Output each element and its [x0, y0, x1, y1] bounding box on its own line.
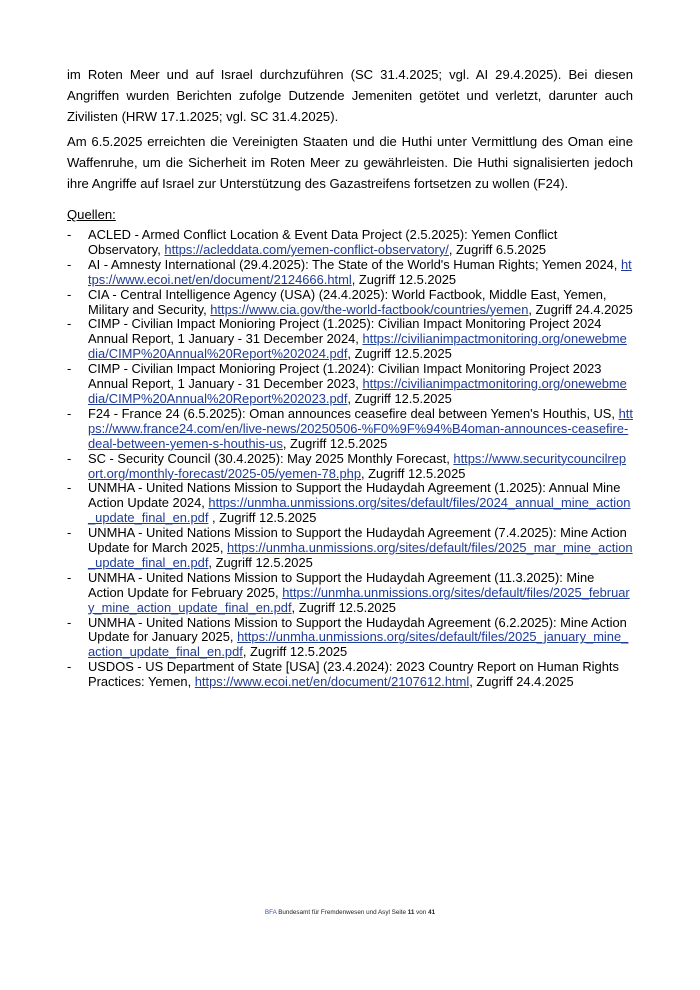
source-text: SC - Security Council (30.4.2025): May 2025 Monthly Forecast, — [88, 450, 454, 466]
source-text: F24 - France 24 (6.5.2025): Oman announces ceasefire deal between Yemen's Houthis, US, — [88, 405, 619, 421]
source-access-date: , Zugriff 12.5.2025 — [347, 346, 452, 362]
source-link[interactable]: https://civilianimpactmonitoring.org/onewebmedia/CIMP%20Annual%20Report%202024.pdf — [88, 331, 627, 362]
source-link[interactable]: https://civilianimpactmonitoring.org/onewebmedia/CIMP%20Annual%20Report%202023.pdf — [88, 376, 627, 406]
sources-heading: Quellen: — [67, 207, 116, 222]
footer-page-of: von — [416, 909, 427, 916]
source-item — [67, 258, 633, 288]
source-link[interactable]: https://www.ecoi.net/en/document/2124666.html — [88, 256, 632, 287]
body-paragraph-2: Am 6.5.2025 erreichten die Vereinigten Staaten und die Huthi unter Vermittlung des Oman eine Waffenruhe, um die Sicherheit im Roten Meer zu gewährleisten. Die Huthi signalisierten jedoch ihre Angriffe auf Israel zur Unterstützung des Gazastreifens fortsetzen zu wollen (F24). — [67, 134, 633, 191]
sources-list — [67, 228, 633, 690]
source-text: CIA - Central Intelligence Agency (USA) (24.4.2025): World Factbook, Middle East, Yemen, Military and Security, — [88, 286, 607, 317]
source-item — [67, 571, 633, 616]
source-text: UNMHA - United Nations Mission to Support the Hudaydah Agreement (7.4.2025): Mine Action Update for March 2025, — [88, 525, 627, 556]
source-item — [67, 407, 633, 452]
source-access-date: , Zugriff 6.5.2025 — [448, 241, 547, 257]
source-item — [67, 288, 633, 318]
footer-page-total: 41 — [428, 909, 436, 916]
source-link[interactable]: https://unmha.unmissions.org/sites/default/files/2025_mar_mine_action_update_final_en.pdf — [88, 540, 633, 570]
source-text: CIMP - Civilian Impact Monioring Project (1.2025): Civilian Impact Monitoring Project 2024 Annual Report, 1 January - 31 December 2024, — [88, 316, 602, 347]
source-access-date: , Zugriff 12.5.2025 — [242, 644, 348, 660]
source-access-date: , Zugriff 12.5.2025 — [361, 465, 466, 481]
source-text: ACLED - Armed Conflict Location & Event Data Project (2.5.2025): Yemen Conflict Observatory, — [88, 227, 558, 257]
source-access-date: , Zugriff 12.5.2025 — [208, 554, 313, 570]
bullet-dash: - — [67, 286, 72, 302]
bullet-dash: - — [67, 659, 72, 675]
source-text: AI - Amnesty International (29.4.2025): The State of the World's Human Rights; Yemen 2024, — [88, 256, 621, 272]
source-access-date: , Zugriff 12.5.2025 — [282, 435, 388, 451]
bullet-dash: - — [67, 569, 72, 585]
body-paragraph-1: im Roten Meer und auf Israel durchzuführen (SC 31.4.2025; vgl. AI 29.4.2025). Bei diesen Angriffen wurden Berichten zufolge Dutzende Jemeniten getötet und verletzt, darunter auch Zivilisten (HRW 17.1.2025; vgl. SC 31.4.2025). — [67, 67, 633, 124]
page-footer — [0, 909, 700, 917]
source-item — [67, 526, 633, 571]
source-text: UNMHA - United Nations Mission to Support the Hudaydah Agreement (1.2025): Annual Mine Action Update 2024, — [88, 480, 621, 511]
source-link[interactable]: https://unmha.unmissions.org/sites/default/files/2025_january_mine_action_update_final_en.pdf — [88, 629, 629, 660]
source-text: UNMHA - United Nations Mission to Support the Hudaydah Agreement (11.3.2025): Mine Action Update for February 2025, — [88, 569, 595, 600]
footer-page-label: Seite — [391, 909, 406, 916]
source-link[interactable]: https://www.securitycouncilreport.org/monthly-forecast/2025-05/yemen-78.php — [88, 450, 627, 481]
bullet-dash: - — [67, 480, 72, 496]
footer-page-current: 11 — [407, 909, 415, 916]
bullet-dash: - — [67, 316, 72, 332]
bullet-dash: - — [67, 450, 72, 466]
source-access-date: , Zugriff 12.5.2025 — [291, 599, 396, 615]
bullet-dash: - — [67, 405, 72, 421]
source-text: CIMP - Civilian Impact Monioring Project (1.2024): Civilian Impact Monitoring Project 2023 Annual Report, 1 January - 31 December 2023, — [88, 361, 602, 392]
bullet-dash: - — [67, 525, 72, 541]
bullet-dash: - — [67, 227, 72, 242]
source-item — [67, 317, 633, 362]
source-item — [67, 228, 633, 258]
source-link[interactable]: https://acleddata.com/yemen-conflict-observatory/ — [164, 241, 449, 257]
source-link[interactable]: https://www.ecoi.net/en/document/2107612.html — [194, 674, 470, 690]
source-access-date: , Zugriff 24.4.2025 — [469, 674, 574, 690]
source-text: UNMHA - United Nations Mission to Support the Hudaydah Agreement (6.2.2025): Mine Action Update for January 2025, — [88, 614, 627, 645]
source-link[interactable]: https://www.cia.gov/the-world-factbook/countries/yemen — [210, 301, 529, 317]
source-text: USDOS - US Department of State [USA] (23.4.2024): 2023 Country Report on Human Rights Practices: Yemen, — [88, 659, 619, 690]
source-link[interactable]: https://www.france24.com/en/live-news/20250506-%F0%9F%94%B4oman-announces-ceasefire-deal-between-yemen-s-houthis-us — [88, 405, 633, 451]
source-access-date: , Zugriff 24.4.2025 — [528, 301, 633, 317]
source-access-date: , Zugriff 12.5.2025 — [351, 271, 457, 287]
source-link[interactable]: https://unmha.unmissions.org/sites/default/files/2024_annual_mine_action_update_final_en.pdf — [88, 495, 631, 526]
bullet-dash: - — [67, 256, 72, 272]
source-access-date: , Zugriff 12.5.2025 — [208, 510, 317, 526]
document-page — [67, 64, 633, 690]
source-item — [67, 481, 633, 526]
bullet-dash: - — [67, 361, 72, 377]
bullet-dash: - — [67, 614, 72, 630]
source-item — [67, 660, 633, 690]
bfa-logo: BFA — [264, 909, 277, 916]
source-item — [67, 452, 633, 482]
source-access-date: , Zugriff 12.5.2025 — [347, 390, 452, 406]
source-link[interactable]: https://unmha.unmissions.org/sites/default/files/2025_february_mine_action_update_final_en.pdf — [88, 584, 630, 615]
source-item — [67, 362, 633, 407]
footer-org-name: Bundesamt für Fremdenwesen und Asyl — [278, 909, 390, 916]
source-item — [67, 616, 633, 661]
